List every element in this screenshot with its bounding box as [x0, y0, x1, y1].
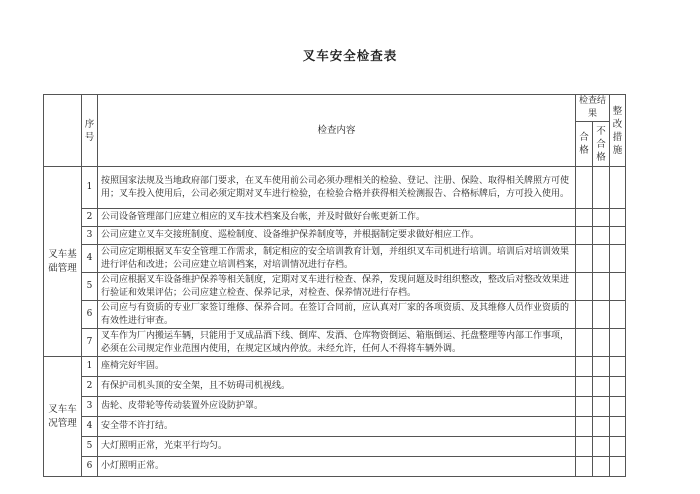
action-cell[interactable] [610, 273, 626, 301]
section-category: 叉车车况管理 [44, 357, 82, 477]
fail-cell[interactable] [593, 437, 610, 457]
action-cell[interactable] [610, 329, 626, 357]
pass-cell[interactable] [576, 397, 593, 417]
row-content: 安全带不许打结。 [98, 417, 576, 437]
row-number: 1 [82, 357, 98, 377]
fail-cell[interactable] [593, 329, 610, 357]
row-content: 公司应定期根据叉车安全管理工作需求，制定相应的安全培训教育计划，并组织叉车司机进行培训。培训后对培训效果进行评估和改进；公司应建立培训档案，对培训情况进行存档。 [98, 245, 576, 273]
row-content: 小灯照明正常。 [98, 457, 576, 477]
pass-cell[interactable] [576, 437, 593, 457]
row-content: 按照国家法规及当地政府部门要求，在叉车使用前公司必须办理相关的检验、登记、注册、保险、取得相关牌照方可使用；叉车投入使用后，公司必须定期对叉车进行检验，在检验合格并获得相关检测报告、合格标牌后，方可投入使用。 [98, 167, 576, 209]
row-content: 齿轮、皮带轮等传动装置外应设防护罩。 [98, 397, 576, 417]
header-seq: 序号 [82, 95, 98, 167]
fail-cell[interactable] [593, 377, 610, 397]
header-action: 整改措施 [610, 95, 626, 167]
fail-cell[interactable] [593, 357, 610, 377]
inspection-table [43, 94, 626, 477]
action-cell[interactable] [610, 167, 626, 209]
fail-cell[interactable] [593, 227, 610, 245]
pass-cell[interactable] [576, 457, 593, 477]
row-content: 公司应建立叉车交接班制度、巡检制度、设备维护保养制度等，并根据制定要求做好相应工作。 [98, 227, 576, 245]
row-number: 5 [82, 437, 98, 457]
fail-cell[interactable] [593, 167, 610, 209]
header-result: 检查结果 [576, 95, 610, 122]
row-number: 5 [82, 273, 98, 301]
pass-cell[interactable] [576, 377, 593, 397]
action-cell[interactable] [610, 301, 626, 329]
row-content: 公司应与有资质的专业厂家签订维修、保养合同。在签订合同前，应认真对厂家的各项资质、及其维修人员作业资质的有效性进行审查。 [98, 301, 576, 329]
pass-cell[interactable] [576, 245, 593, 273]
pass-cell[interactable] [576, 227, 593, 245]
header-pass: 合格 [576, 122, 593, 167]
action-cell[interactable] [610, 457, 626, 477]
action-cell[interactable] [610, 245, 626, 273]
row-content: 公司应根据叉车设备维护保养等相关制度，定期对叉车进行检查、保养，发现问题及时组织整改，整改后对整改效果进行验证和效果评估；公司应建立检查、保养记录，对检查、保养情况进行存档。 [98, 273, 576, 301]
fail-cell[interactable] [593, 245, 610, 273]
fail-cell[interactable] [593, 457, 610, 477]
fail-cell[interactable] [593, 397, 610, 417]
row-content: 有保护司机头顶的安全架，且不妨碍司机视线。 [98, 377, 576, 397]
section-category: 叉车基础管理 [44, 167, 82, 357]
row-number: 4 [82, 245, 98, 273]
pass-cell[interactable] [576, 167, 593, 209]
pass-cell[interactable] [576, 357, 593, 377]
action-cell[interactable] [610, 417, 626, 437]
page-title: 叉车安全检查表 [302, 48, 398, 63]
row-number: 6 [82, 457, 98, 477]
action-cell[interactable] [610, 397, 626, 417]
pass-cell[interactable] [576, 209, 593, 227]
action-cell[interactable] [610, 227, 626, 245]
pass-cell[interactable] [576, 329, 593, 357]
row-number: 2 [82, 209, 98, 227]
row-content: 叉车作为厂内搬运车辆，只能用于叉成品酒下线、倒库、发酒、仓库物资倒运、箱瓶倒运、托盘整理等内部工作事项，必须在公司规定作业范围内使用，在规定区域内停放。未经允许，任何人不得将车辆外调。 [98, 329, 576, 357]
header-fail: 不合格 [593, 122, 610, 167]
row-number: 2 [82, 377, 98, 397]
action-cell[interactable] [610, 357, 626, 377]
header-blank-cell [44, 95, 82, 167]
row-content: 公司设备管理部门应建立相应的叉车技术档案及台帐，并及时做好台帐更新工作。 [98, 209, 576, 227]
row-number: 4 [82, 417, 98, 437]
pass-cell[interactable] [576, 301, 593, 329]
action-cell[interactable] [610, 377, 626, 397]
fail-cell[interactable] [593, 417, 610, 437]
row-number: 3 [82, 227, 98, 245]
action-cell[interactable] [610, 209, 626, 227]
row-content: 大灯照明正常，光束平行均匀。 [98, 437, 576, 457]
row-number: 1 [82, 167, 98, 209]
pass-cell[interactable] [576, 417, 593, 437]
pass-cell[interactable] [576, 273, 593, 301]
fail-cell[interactable] [593, 273, 610, 301]
row-number: 7 [82, 329, 98, 357]
action-cell[interactable] [610, 437, 626, 457]
fail-cell[interactable] [593, 209, 610, 227]
row-number: 3 [82, 397, 98, 417]
row-number: 6 [82, 301, 98, 329]
header-content: 检查内容 [98, 95, 576, 167]
fail-cell[interactable] [593, 301, 610, 329]
row-content: 座椅完好牢固。 [98, 357, 576, 377]
